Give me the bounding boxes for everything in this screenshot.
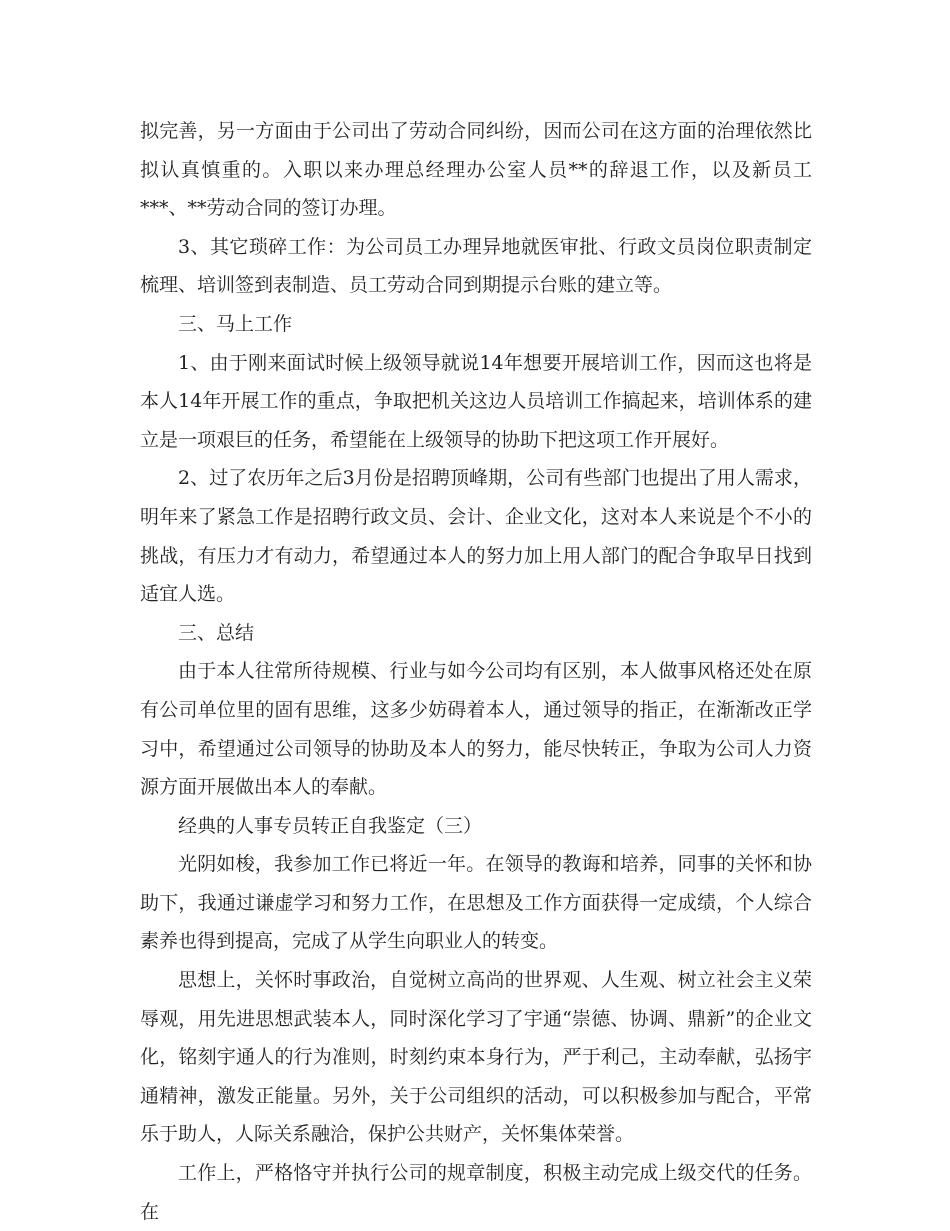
paragraph-other-tasks: 3、其它琐碎工作：为公司员工办理异地就医审批、行政文员岗位职责制定梳理、培训签到表制造、员工劳动合同到期提示台账的建立等。: [140, 235, 812, 297]
section-title-appraisal-three: 经典的人事专员转正自我鉴定（三）: [178, 814, 483, 837]
document-body: [140, 112, 812, 1231]
paragraph-ideology: 思想上，关怀时事政治，自觉树立高尚的世界观、人生观、树立社会主义荣辱观，用先进思想武装本人，同时深化学习了宇通“崇德、协调、鼎新”的企业文化，铭刻宇通人的行为准则，时刻约束本身行为，严于利己，主动奉献，弘扬宇通精神，激发正能量。另外，关于公司组织的活动，可以积极参加与配合，平常乐于助人，人际关系融洽，保护公共财产，关怀集体荣誉。: [140, 969, 812, 1146]
paragraph-summary: 由于本人往常所待规模、行业与如今公司均有区别，本人做事风格还处在原有公司单位里的固有思维，这多少妨碍着本人，通过领导的指正，在渐渐改正学习中，希望通过公司领导的协助及本人的努力，能尽快转正，争取为公司人力资源方面开展做出本人的奉献。: [140, 660, 812, 799]
paragraph-training-plan: 1、由于刚来面试时候上级领导就说14年想要开展培训工作，因而这也将是本人14年开展工作的重点，争取把机关这边人员培训工作搞起来，培训体系的建立是一项艰巨的任务，希望能在上级领导的协助下把这项工作开展好。: [140, 351, 812, 451]
section-heading-summary: 三、总结: [178, 621, 255, 644]
paragraph-recruitment-plan: 2、过了农历年之后3月份是招聘顶峰期，公司有些部门也提出了用人需求，明年来了紧急工作是招聘行政文员、会计、企业文化，这对本人来说是个不小的挑战，有压力才有动力，希望通过本人的努力加上用人部门的配合争取早日找到适宜人选。: [140, 467, 812, 606]
section-heading-upcoming-work: 三、马上工作: [178, 312, 293, 335]
paragraph-continuation: 拟完善，另一方面由于公司出了劳动合同纠纷，因而公司在这方面的治理依然比拟认真慎重的。入职以来办理总经理办公室人员**的辞退工作，以及新员工***、**劳动合同的签订办理。: [140, 120, 812, 220]
paragraph-intro: 光阴如梭，我参加工作已将近一年。在领导的教诲和培养，同事的关怀和协助下，我通过谦虚学习和努力工作，在思想及工作方面获得一定成绩，个人综合素养也得到提高，完成了从学生向职业人的转变。: [140, 853, 812, 953]
paragraph-work: 工作上，严格恪守并执行公司的规章制度，积极主动完成上级交代的任务。在: [140, 1162, 812, 1223]
